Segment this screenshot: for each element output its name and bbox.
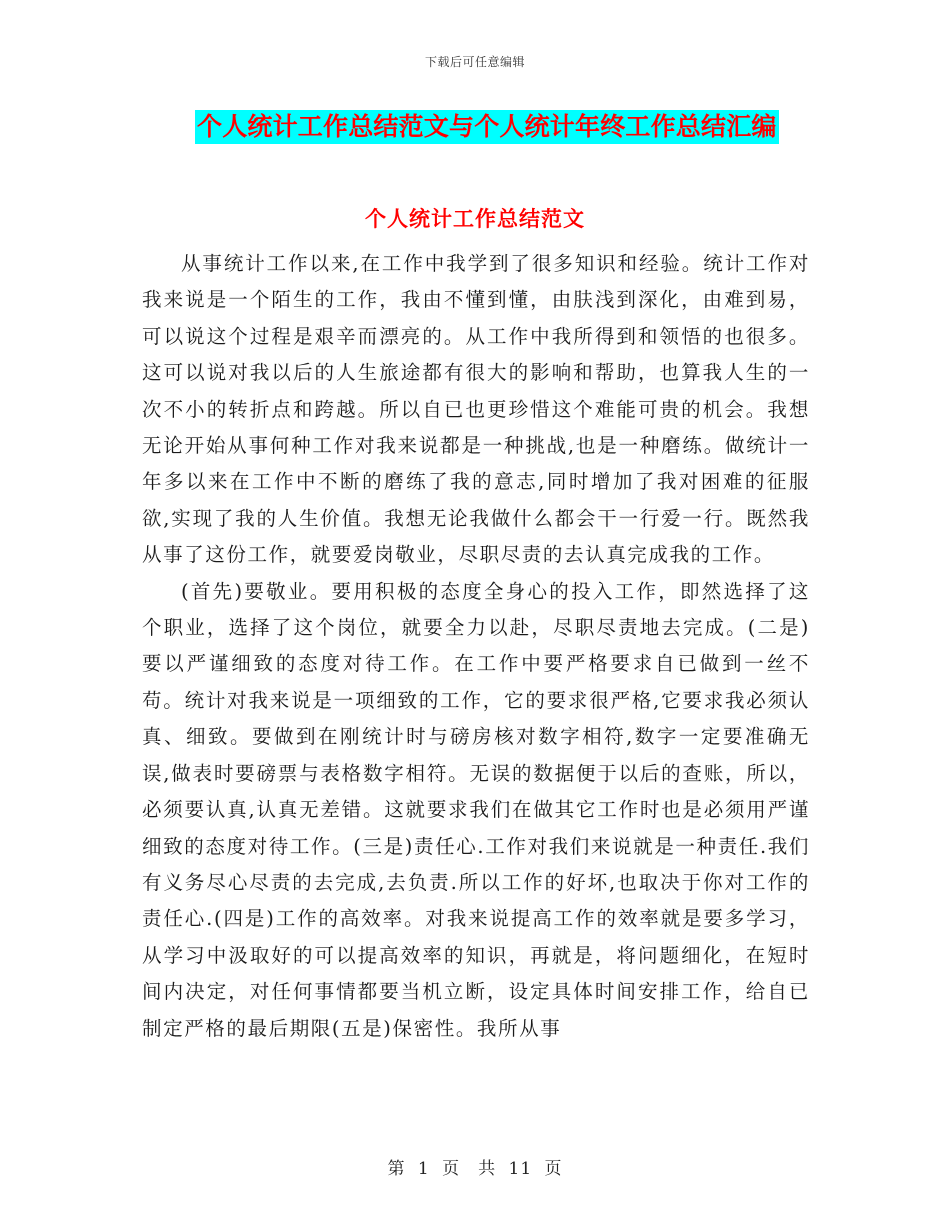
footer-middle: 页 共 [442,1159,497,1179]
document-title-container [195,110,779,144]
section-title: 个人统计工作总结范文 [365,206,585,231]
body-paragraph: 从事统计工作以来,在工作中我学到了很多知识和经验。统计工作对我来说是一个陌生的工作，我由不懂到懂，由肤浅到深化，由难到易，可以说这个过程是艰辛而漂亮的。从工作中我所得到和领悟的也很多。这可以说对我以后的人生旅途都有很大的影响和帮助，也算我人生的一次不小的转折点和跨越。所以自已也更珍惜这个难能可贵的机会。我想无论开始从事何种工作对我来说都是一种挑战,也是一种磨练。做统计一年多以来在工作中不断的磨练了我的意志,同时增加了我对困难的征服欲,实现了我的人生价值。我想无论我做什么都会干一行爱一行。既然我从事了这份工作，就要爱岗敬业，尽职尽责的去认真完成我的工作。 [142,252,810,567]
footer-total-pages: 11 [508,1159,533,1179]
footer-suffix: 页 [544,1159,563,1179]
body-paragraph: (首先)要敬业。要用积极的态度全身心的投入工作，即然选择了这个职业，选择了这个岗位，就要全力以赴，尽职尽责地去完成。(二是)要以严谨细致的态度对待工作。在工作中要严格要求自已做到一丝不苟。统计对我来说是一项细致的工作，它的要求很严格,它要求我必须认真、细致。要做到在刚统计时与磅房核对数字相符,数字一定要准确无误,做表时要磅票与表格数字相符。无误的数据便于以后的查账，所以，必须要认真,认真无差错。这就要求我们在做其它工作时也是必须用严谨细致的态度对待工作。(三是)责任心.工作对我们来说就是一种责任.我们有义务尽心尽责的去完成,去负责.所以工作的好坏,也取决于你对工作的责任心.(四是)工作的高效率。对我来说提高工作的效率就是要多学习，从学习中汲取好的可以提高效率的知识，再就是，将问题细化，在短时间内决定，对任何事情都要当机立断，设定具体时间安排工作，给自已制定严格的最后期限(五是)保密性。我所从事 [142,579,810,1040]
document-title: 个人统计工作总结范文与个人统计年终工作总结汇编 [195,110,779,144]
page-header [0,53,950,70]
header-text: 下载后可任意编辑 [424,55,525,69]
footer-prefix: 第 [387,1159,406,1179]
page-footer [0,1154,950,1179]
document-body [142,246,810,1047]
footer-page-number: 1 [417,1159,430,1179]
